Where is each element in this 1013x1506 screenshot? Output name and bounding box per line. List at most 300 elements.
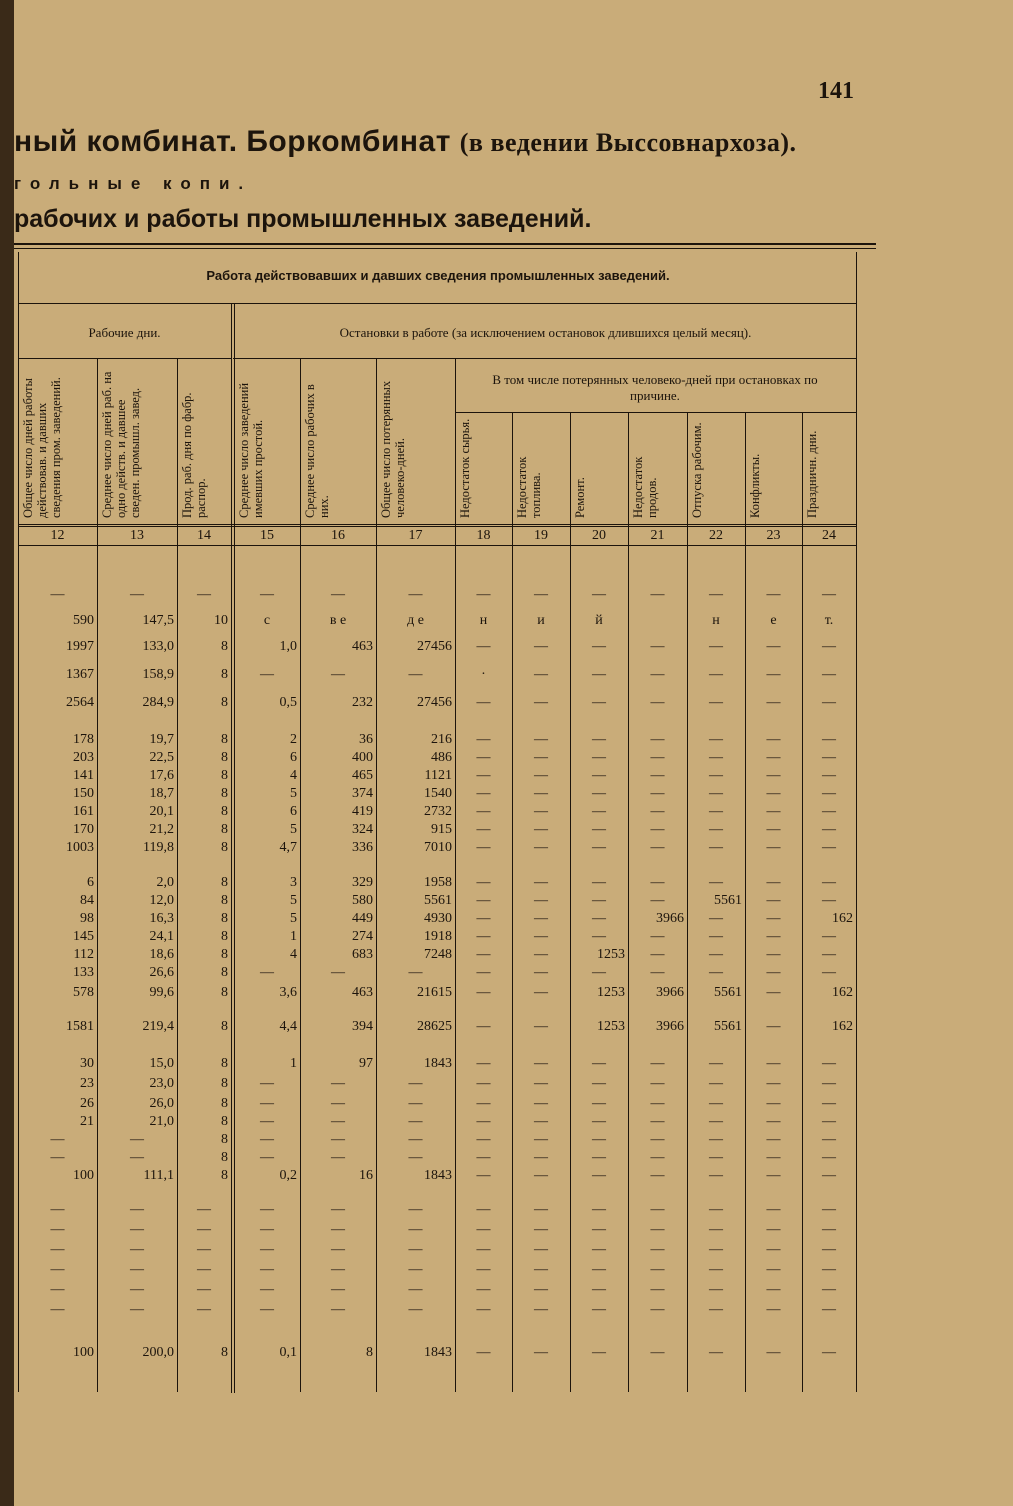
heading-sub: гольные копи.	[14, 174, 253, 193]
table-cell: —	[50, 1282, 65, 1297]
table-cell: —	[766, 639, 781, 654]
table-cell: —	[408, 1114, 423, 1129]
table-cell: —	[331, 587, 345, 602]
table-cell: —	[592, 1114, 606, 1129]
table-cell: 20,1	[149, 804, 174, 819]
table-cell: —	[650, 750, 665, 765]
table-cell: —	[709, 1076, 723, 1091]
table-cell: 161	[73, 804, 94, 819]
table-cell: 84	[80, 893, 94, 908]
table-cell: —	[476, 965, 491, 980]
table-cell: —	[534, 875, 548, 890]
table-cell: 8	[221, 1076, 228, 1091]
table-cell: —	[331, 1282, 345, 1297]
table-cell: —	[650, 1222, 665, 1237]
table-cell: —	[592, 1132, 606, 1147]
table-cell: —	[197, 1262, 211, 1277]
table-cell: 8	[221, 911, 228, 926]
column-header-14: Прод. раб. дня по фабр. распор.	[180, 392, 208, 518]
table-cell: —	[822, 786, 836, 801]
table-cell: —	[709, 695, 723, 710]
table-cell: 8	[221, 667, 228, 682]
table-cell: —	[331, 1202, 345, 1217]
table-cell: 1253	[597, 947, 625, 962]
table-cell: —	[822, 1262, 836, 1277]
table-cell: —	[197, 1282, 211, 1297]
table-cell: —	[476, 1114, 491, 1129]
table-cell: 18,7	[149, 786, 174, 801]
table-cell: —	[709, 1150, 723, 1165]
table-cell: 26	[80, 1096, 94, 1111]
table-cell: —	[709, 639, 723, 654]
table-cell: 8	[221, 1019, 228, 1034]
table-cell: 8	[221, 1132, 228, 1147]
table-cell: —	[592, 1150, 606, 1165]
table-cell: ·	[481, 667, 486, 682]
table-cell: —	[476, 875, 491, 890]
table-cell: 6	[290, 804, 297, 819]
table-cell: —	[766, 893, 781, 908]
table-cell: —	[822, 840, 836, 855]
table-cell: н	[712, 613, 720, 628]
group-divider-left	[231, 303, 232, 1393]
table-cell: —	[592, 768, 606, 783]
table-cell: —	[822, 732, 836, 747]
table-cell: 1843	[424, 1056, 452, 1071]
table-cell: 5561	[714, 1019, 742, 1034]
table-cell: —	[331, 1150, 345, 1165]
column-header-24: Праздничн. дни.	[805, 430, 819, 518]
column-number-15: 15	[260, 528, 274, 543]
table-cell: —	[822, 929, 836, 944]
table-cell: —	[592, 1056, 606, 1071]
table-cell: 162	[832, 985, 853, 1000]
rule-below-stoppages	[233, 358, 856, 359]
table-cell: —	[260, 667, 274, 682]
table-cell: —	[476, 1096, 491, 1111]
table-cell: —	[50, 1202, 65, 1217]
table-cell: 3966	[656, 985, 684, 1000]
table-cell: 1	[290, 929, 297, 944]
table-cell: —	[766, 1056, 781, 1071]
table-cell: 162	[832, 1019, 853, 1034]
table-cell: —	[476, 804, 491, 819]
table-cell: 3966	[656, 1019, 684, 1034]
column-number-22: 22	[709, 528, 723, 543]
table-cell: —	[766, 768, 781, 783]
table-cell: н	[479, 613, 488, 628]
table-cell: 7248	[424, 947, 452, 962]
table-cell: —	[822, 667, 836, 682]
rule-below-colnums	[18, 545, 856, 546]
table-cell: —	[650, 1056, 665, 1071]
table-cell: 8	[221, 1096, 228, 1111]
table-cell: 0,2	[279, 1168, 297, 1183]
table-cell: —	[476, 840, 491, 855]
table-cell: 683	[352, 947, 373, 962]
table-cell: 449	[352, 911, 373, 926]
table-cell: 26,6	[149, 965, 174, 980]
table-cell: 4930	[424, 911, 452, 926]
column-number-23: 23	[766, 528, 781, 543]
rule-above-colnums-2	[18, 526, 856, 527]
table-cell: —	[766, 985, 781, 1000]
table-cell: 2564	[66, 695, 94, 710]
table-cell: —	[534, 695, 548, 710]
column-header-12: Общее число дней работы действовав. и давших сведения пром. заведений.	[21, 377, 63, 518]
table-cell: 36	[359, 732, 373, 747]
table-cell: 1,0	[279, 639, 297, 654]
table-cell: —	[709, 786, 723, 801]
table-cell: —	[822, 1168, 836, 1183]
table-cell: —	[709, 1222, 723, 1237]
table-cell: —	[331, 1076, 345, 1091]
table-cell: —	[130, 1262, 144, 1277]
rule-above-colnums	[18, 524, 856, 525]
table-cell: 374	[352, 786, 373, 801]
table-cell: —	[331, 1114, 345, 1129]
table-cell: 15,0	[149, 1056, 174, 1071]
table-cell: —	[476, 1076, 491, 1091]
table-cell: 133,0	[142, 639, 174, 654]
table-cell: —	[197, 1202, 211, 1217]
table-cell: —	[534, 1132, 548, 1147]
table-cell: —	[476, 822, 491, 837]
table-cell: —	[650, 667, 665, 682]
rule-below-title	[18, 303, 856, 304]
column-number-18: 18	[476, 528, 491, 543]
table-cell: —	[476, 1202, 491, 1217]
table-cell: —	[534, 1242, 548, 1257]
table-cell: —	[260, 1114, 274, 1129]
table-cell: —	[822, 1202, 836, 1217]
table-cell: —	[130, 1150, 144, 1165]
table-cell: —	[822, 804, 836, 819]
column-header-17: Общее число потерянных человеко-дней.	[379, 380, 407, 518]
table-cell: —	[408, 1132, 423, 1147]
table-cell: в е	[329, 613, 347, 628]
table-cell: 8	[221, 750, 228, 765]
table-cell: 7010	[424, 840, 452, 855]
table-cell: —	[534, 1302, 548, 1317]
table-cell: —	[408, 1262, 423, 1277]
table-cell: 394	[352, 1019, 373, 1034]
table-cell: —	[592, 875, 606, 890]
table-cell: —	[650, 639, 665, 654]
table-cell: —	[650, 840, 665, 855]
table-cell: 8	[221, 875, 228, 890]
table-cell: —	[331, 1262, 345, 1277]
table-cell: —	[476, 1150, 491, 1165]
table-cell: 284,9	[142, 695, 174, 710]
table-cell: 23,0	[149, 1076, 174, 1091]
table-cell: —	[592, 786, 606, 801]
table-cell: —	[822, 965, 836, 980]
table-cell: 8	[221, 965, 228, 980]
table-cell: 8	[221, 822, 228, 837]
table-cell: —	[50, 1132, 65, 1147]
table-cell: —	[650, 695, 665, 710]
column-header-20: Ремонт.	[573, 477, 587, 518]
table-cell: 8	[221, 893, 228, 908]
page-binding-edge	[0, 0, 14, 1506]
table-cell: 26,0	[149, 1096, 174, 1111]
column-header-22: Отпуска рабочим.	[690, 422, 704, 518]
table-cell: —	[822, 750, 836, 765]
table-cell: —	[476, 893, 491, 908]
table-cell: 465	[352, 768, 373, 783]
table-cell: —	[592, 639, 606, 654]
table-cell: 21	[80, 1114, 94, 1129]
table-cell: 6	[290, 750, 297, 765]
table-cell: 28625	[417, 1019, 452, 1034]
table-cell: —	[534, 587, 548, 602]
table-cell: —	[822, 822, 836, 837]
table-cell: —	[534, 639, 548, 654]
table-cell: 23	[80, 1076, 94, 1091]
table-cell: —	[592, 1262, 606, 1277]
table-cell: 1843	[424, 1345, 452, 1360]
table-cell: —	[197, 1302, 211, 1317]
table-cell: —	[592, 732, 606, 747]
table-cell: —	[408, 1076, 423, 1091]
table-cell: 98	[80, 911, 94, 926]
table-cell: 21,0	[149, 1114, 174, 1129]
table-cell: —	[766, 695, 781, 710]
table-cell: 8	[221, 1168, 228, 1183]
table-cell: —	[592, 1096, 606, 1111]
table-cell: 147,5	[142, 613, 174, 628]
table-cell: —	[822, 768, 836, 783]
table-cell: —	[534, 732, 548, 747]
table-cell: 915	[431, 822, 452, 837]
table-cell: —	[476, 1168, 491, 1183]
table-cell: 0,1	[279, 1345, 297, 1360]
table-cell: т.	[824, 613, 834, 628]
table-cell: 5	[290, 911, 297, 926]
table-cell: —	[766, 1150, 781, 1165]
table-cell: —	[130, 1132, 144, 1147]
table-cell: —	[709, 822, 723, 837]
table-cell: —	[130, 1242, 144, 1257]
table-right-border	[856, 252, 857, 1392]
table-cell: 4	[290, 947, 297, 962]
table-cell: 1253	[597, 985, 625, 1000]
table-cell: —	[534, 1019, 548, 1034]
top-rule-thin	[14, 248, 876, 249]
table-cell: —	[766, 840, 781, 855]
table-cell: —	[822, 695, 836, 710]
table-cell: 1003	[66, 840, 94, 855]
table-cell: —	[709, 1114, 723, 1129]
table-cell: 219,4	[142, 1019, 174, 1034]
page-number: 141	[818, 78, 854, 104]
table-cell: —	[822, 1076, 836, 1091]
table-cell: —	[534, 985, 548, 1000]
table-cell: 178	[73, 732, 94, 747]
table-cell: —	[476, 1242, 491, 1257]
table-cell: 274	[352, 929, 373, 944]
table-cell: —	[534, 840, 548, 855]
table-cell: —	[476, 1282, 491, 1297]
table-cell: —	[534, 822, 548, 837]
table-cell: 112	[73, 947, 94, 962]
table-cell: —	[534, 786, 548, 801]
table-cell: —	[408, 1222, 423, 1237]
table-cell: 18,6	[149, 947, 174, 962]
table-cell: —	[822, 1345, 836, 1360]
table-cell: 8	[221, 639, 228, 654]
table-cell: 400	[352, 750, 373, 765]
table-cell: —	[260, 965, 274, 980]
table-cell: 578	[73, 985, 94, 1000]
table-cell: 16,3	[149, 911, 174, 926]
table-cell: —	[534, 1096, 548, 1111]
table-cell: —	[709, 1168, 723, 1183]
table-cell: —	[476, 1132, 491, 1147]
table-cell: —	[476, 695, 491, 710]
table-cell: —	[592, 965, 606, 980]
table-cell: —	[766, 587, 781, 602]
table-cell: 216	[431, 732, 452, 747]
table-cell: —	[766, 1168, 781, 1183]
table-cell: 5561	[424, 893, 452, 908]
table-cell: —	[534, 947, 548, 962]
table-cell: —	[534, 667, 548, 682]
table-cell: —	[476, 929, 491, 944]
table-cell: —	[534, 929, 548, 944]
column-number-14: 14	[197, 528, 211, 543]
table-cell: —	[50, 1302, 65, 1317]
table-cell: 97	[359, 1056, 373, 1071]
table-cell: 21615	[417, 985, 452, 1000]
table-cell: 27456	[417, 695, 452, 710]
table-cell: —	[766, 1096, 781, 1111]
table-cell: 3	[290, 875, 297, 890]
table-cell: —	[709, 1302, 723, 1317]
table-cell: 8	[221, 929, 228, 944]
group-work-days: Рабочие дни.	[88, 325, 161, 340]
table-cell: —	[197, 587, 211, 602]
table-cell: —	[534, 1168, 548, 1183]
table-cell: —	[592, 1345, 606, 1360]
table-cell: —	[766, 929, 781, 944]
table-cell: —	[766, 1282, 781, 1297]
table-cell: —	[709, 732, 723, 747]
table-cell: —	[534, 1150, 548, 1165]
table-cell: —	[534, 1114, 548, 1129]
table-cell: 8	[221, 732, 228, 747]
table-cell: 419	[352, 804, 373, 819]
table-cell: 8	[221, 695, 228, 710]
table-cell: —	[130, 587, 144, 602]
table-cell: 232	[352, 695, 373, 710]
table-cell: —	[709, 587, 723, 602]
table-cell: 5	[290, 822, 297, 837]
column-number-21: 21	[650, 528, 665, 543]
table-cell: —	[709, 929, 723, 944]
table-cell: —	[592, 840, 606, 855]
table-cell: —	[766, 667, 781, 682]
table-cell: 6	[87, 875, 94, 890]
table-cell: —	[592, 695, 606, 710]
table-cell: 2	[290, 732, 297, 747]
table-cell: 1997	[66, 639, 94, 654]
table-cell: —	[50, 1150, 65, 1165]
column-header-23: Конфликты.	[748, 453, 762, 518]
table-cell: 100	[73, 1345, 94, 1360]
table-cell: —	[650, 1096, 665, 1111]
table-cell: —	[766, 732, 781, 747]
table-cell: —	[766, 947, 781, 962]
table-cell: 150	[73, 786, 94, 801]
table-cell: —	[766, 750, 781, 765]
table-cell: 324	[352, 822, 373, 837]
table-cell: 1121	[424, 768, 452, 783]
table-cell: 5	[290, 786, 297, 801]
table-cell: —	[709, 1242, 723, 1257]
table-cell: —	[650, 1302, 665, 1317]
table-cell: 162	[832, 911, 853, 926]
table-cell: —	[476, 768, 491, 783]
table-cell: 8	[221, 947, 228, 962]
table-cell: —	[709, 1262, 723, 1277]
table-cell: 3966	[656, 911, 684, 926]
table-cell: —	[592, 911, 606, 926]
table-cell: 1918	[424, 929, 452, 944]
table-cell: —	[260, 1302, 274, 1317]
table-cell: 8	[221, 1114, 228, 1129]
table-cell: —	[260, 1242, 274, 1257]
table-cell: 27456	[417, 639, 452, 654]
table-cell: —	[50, 1242, 65, 1257]
table-cell: —	[709, 768, 723, 783]
table-cell: 590	[73, 613, 94, 628]
table-cell: —	[650, 1282, 665, 1297]
table-cell: —	[534, 893, 548, 908]
heading-main	[14, 125, 797, 159]
table-cell: —	[650, 1114, 665, 1129]
table-cell: —	[650, 893, 665, 908]
table-cell: 5561	[714, 893, 742, 908]
table-cell: 8	[221, 1056, 228, 1071]
table-cell: 158,9	[142, 667, 174, 682]
column-header-13: Среднее число дней раб. на одно действ. и давшее сведен. промышл. завед.	[100, 371, 142, 518]
heading-main-text: ный комбинат. Боркомбинат	[14, 125, 451, 158]
table-cell: —	[650, 1262, 665, 1277]
table-cell: —	[50, 587, 65, 602]
table-cell: —	[476, 1302, 491, 1317]
table-cell: 170	[73, 822, 94, 837]
table-cell: —	[260, 1150, 274, 1165]
table-cell: —	[592, 1076, 606, 1091]
table-cell: 24,1	[149, 929, 174, 944]
table-cell: —	[592, 1302, 606, 1317]
table-cell: —	[260, 1132, 274, 1147]
column-number-13: 13	[130, 528, 144, 543]
table-cell: —	[534, 1202, 548, 1217]
table-cell: —	[534, 750, 548, 765]
table-cell: —	[408, 1302, 423, 1317]
table-cell: —	[822, 1114, 836, 1129]
table-cell: —	[331, 965, 345, 980]
table-cell: —	[408, 1282, 423, 1297]
table-cell: —	[766, 1222, 781, 1237]
table-cell: —	[534, 1076, 548, 1091]
table-cell: 2,0	[156, 875, 174, 890]
table-cell: —	[822, 1132, 836, 1147]
table-cell: —	[592, 1222, 606, 1237]
